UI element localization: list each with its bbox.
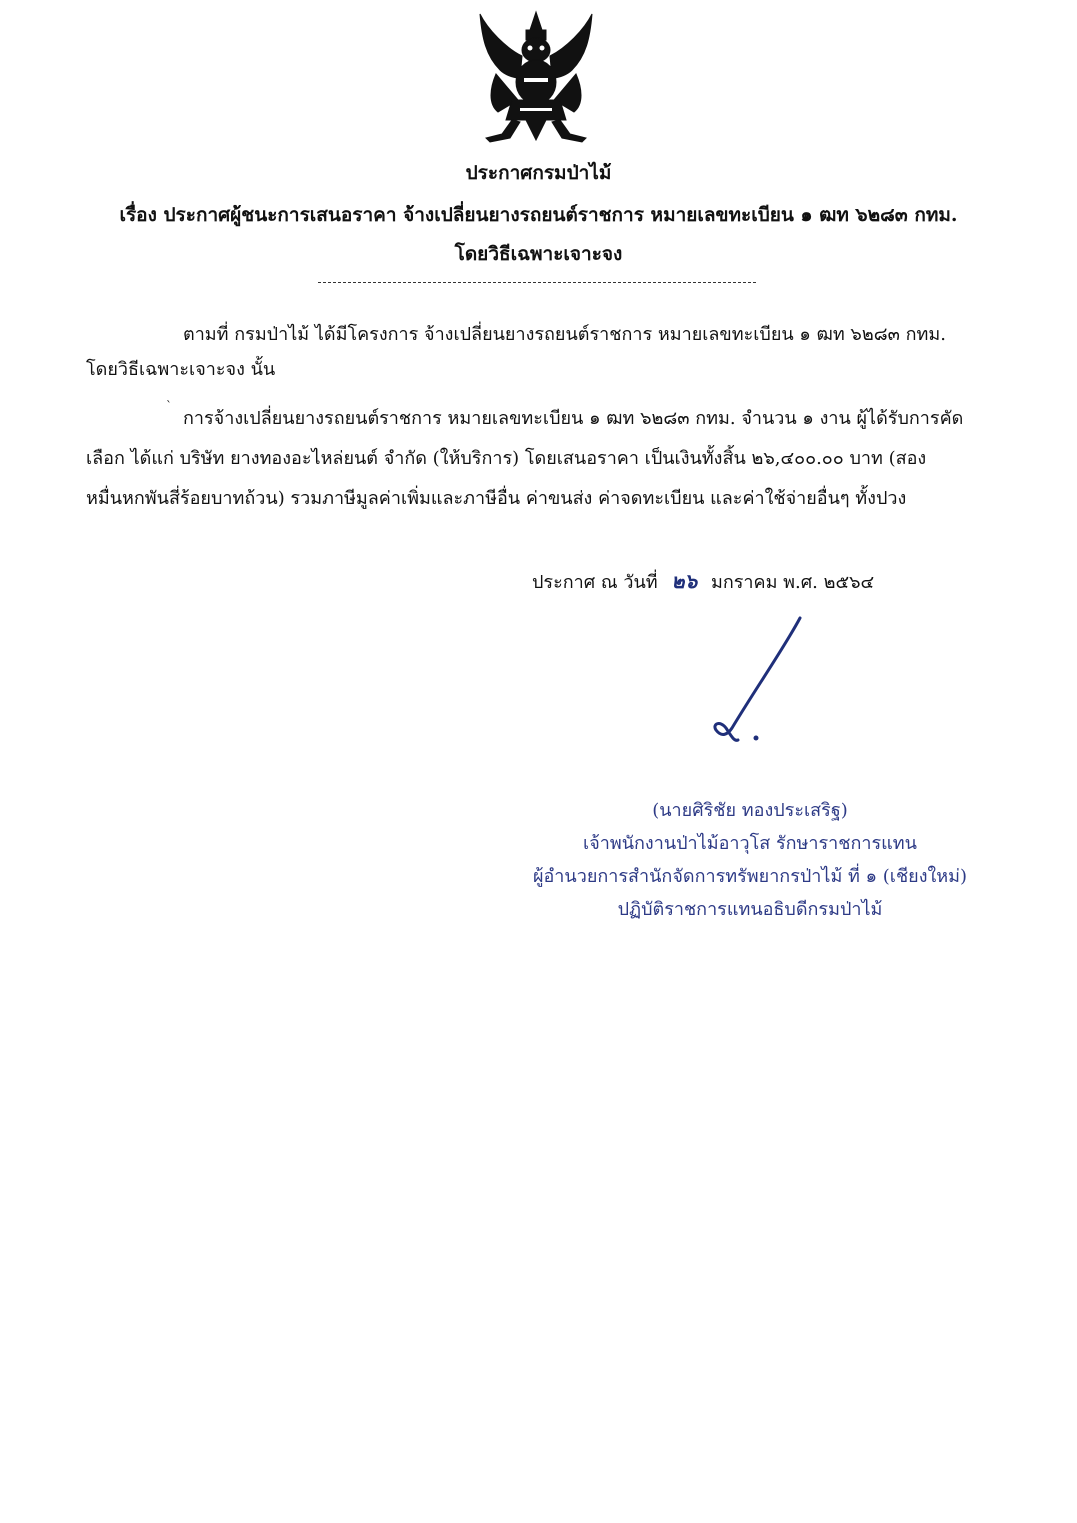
- paragraph-2-line-2: เลือก ได้แก่ บริษัท ยางทองอะไหล่ยนต์ จำกัด (ให้บริการ) โดยเสนอราคา เป็นเงินทั้งสิ้น ๒๖,๔๐๐.๐๐ บาท (สอง: [86, 448, 927, 469]
- procurement-method: โดยวิธีเฉพาะเจาะจง: [454, 243, 623, 265]
- paragraph-1-line-1: ตามที่ กรมป่าไม้ ได้มีโครงการ จ้างเปลี่ยนยางรถยนต์ราชการ หมายเลขทะเบียน ๑ ฒท ๖๒๘๓ กทม.: [183, 324, 946, 345]
- signatory-name: (นายศิริชัย ทองประเสริฐ): [652, 800, 848, 821]
- signatory-position-2: ผู้อำนวยการสำนักจัดการทรัพยากรป่าไม้ ที่ ๑ (เชียงใหม่): [532, 866, 968, 887]
- date-prefix: ประกาศ ณ วันที่: [532, 572, 658, 593]
- announcement-subject: เรื่อง ประกาศผู้ชนะการเสนอราคา จ้างเปลี่ยนยางรถยนต์ราชการ หมายเลขทะเบียน ๑ ฒท ๖๒๘๓ กทม.: [119, 204, 958, 226]
- header-divider: [318, 282, 756, 283]
- handwritten-signature: [698, 592, 818, 752]
- paragraph-2-line-3: หมื่นหกพันสี่ร้อยบาทถ้วน) รวมภาษีมูลค่าเพิ่มและภาษีอื่น ค่าขนส่ง ค่าจดทะเบียน และค่าใช้จ่ายอื่นๆ ทั้งปวง: [86, 488, 907, 509]
- garuda-emblem-icon: [466, 8, 606, 146]
- stray-mark: ˋ: [166, 399, 172, 413]
- paragraph-2-line-1: การจ้างเปลี่ยนยางรถยนต์ราชการ หมายเลขทะเบียน ๑ ฒท ๖๒๘๓ กทม. จำนวน ๑ งาน ผู้ได้รับการคัด: [183, 408, 964, 429]
- signatory-position-3: ปฏิบัติราชการแทนอธิบดีกรมป่าไม้: [617, 899, 883, 920]
- date-month-year: มกราคม พ.ศ. ๒๕๖๔: [710, 572, 875, 593]
- paragraph-1-line-2: โดยวิธีเฉพาะเจาะจง นั้น: [86, 359, 276, 380]
- announcement-title: ประกาศกรมป่าไม้: [465, 162, 612, 184]
- date-day-handwritten: ๒๖: [671, 569, 698, 593]
- signatory-position-1: เจ้าพนักงานป่าไม้อาวุโส รักษาราชการแทน: [583, 833, 917, 854]
- signatory-block: [520, 794, 980, 926]
